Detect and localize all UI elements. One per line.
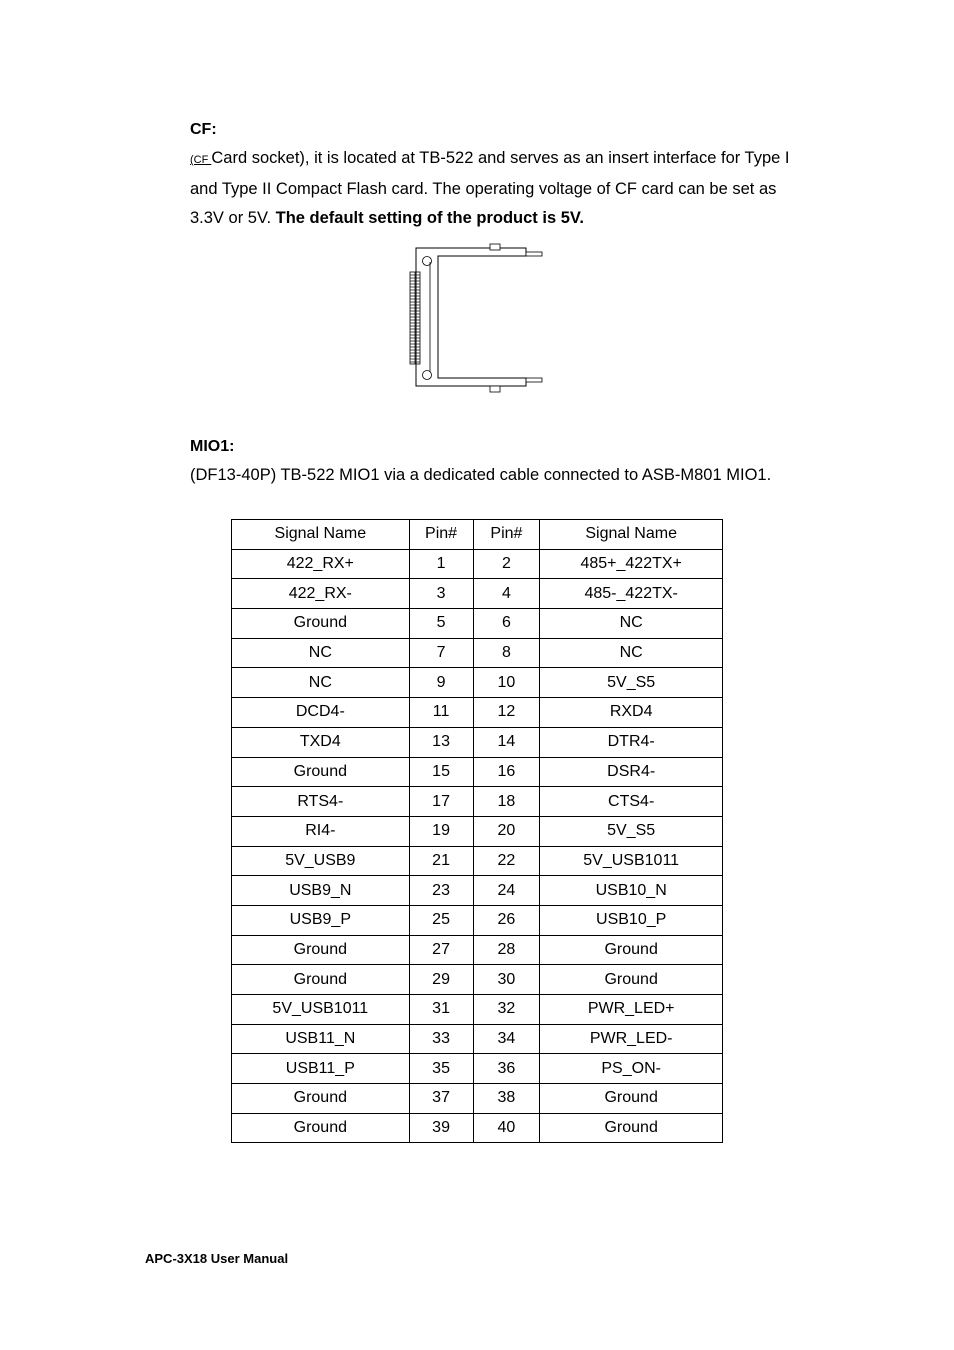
signal-name-cell: USB11_N [232, 1024, 410, 1054]
pin-number-cell: 2 [473, 549, 540, 579]
pin-number-cell: 14 [473, 727, 540, 757]
signal-name-cell: 422_RX- [232, 579, 410, 609]
pin-number-cell: 6 [473, 609, 540, 639]
signal-name-cell: 5V_USB1011 [540, 846, 723, 876]
pin-number-cell: 35 [409, 1054, 473, 1084]
pin-number-cell: 3 [409, 579, 473, 609]
pin-number-cell: 30 [473, 965, 540, 995]
pin-number-cell: 27 [409, 935, 473, 965]
signal-name-cell: Ground [232, 935, 410, 965]
signal-name-cell: DCD4- [232, 698, 410, 728]
footer-manual-title: APC-3X18 User Manual [145, 1251, 289, 1266]
table-row [232, 935, 723, 965]
pin-number-cell: 15 [409, 757, 473, 787]
mio1-description: (DF13-40P) TB-522 MIO1 via a dedicated cable connected to ASB-M801 MIO1. [190, 466, 772, 484]
signal-name-cell: USB9_N [232, 876, 410, 906]
signal-name-cell: Ground [232, 609, 410, 639]
mio1-pin-table [231, 519, 723, 1143]
signal-name-cell: Ground [232, 965, 410, 995]
table-row [232, 905, 723, 935]
pin-number-cell: 11 [409, 698, 473, 728]
table-row [232, 965, 723, 995]
pin-number-cell: 20 [473, 816, 540, 846]
pin-number-cell: 10 [473, 668, 540, 698]
table-row [232, 846, 723, 876]
header-pin-left: Pin# [409, 520, 473, 550]
signal-name-cell: NC [540, 638, 723, 668]
pin-number-cell: 1 [409, 549, 473, 579]
pin-number-cell: 8 [473, 638, 540, 668]
pin-number-cell: 37 [409, 1084, 473, 1114]
pin-number-cell: 23 [409, 876, 473, 906]
signal-name-cell: PWR_LED- [540, 1024, 723, 1054]
pin-number-cell: 25 [409, 905, 473, 935]
table-row [232, 995, 723, 1025]
signal-name-cell: TXD4 [232, 727, 410, 757]
signal-name-cell: USB9_P [232, 905, 410, 935]
pin-number-cell: 19 [409, 816, 473, 846]
header-signal-name-right: Signal Name [540, 520, 723, 550]
signal-name-cell: Ground [540, 935, 723, 965]
table-row [232, 638, 723, 668]
signal-name-cell: 5V_USB9 [232, 846, 410, 876]
signal-name-cell: USB11_P [232, 1054, 410, 1084]
pin-number-cell: 24 [473, 876, 540, 906]
pin-number-cell: 4 [473, 579, 540, 609]
pin-number-cell: 33 [409, 1024, 473, 1054]
signal-name-cell: Ground [540, 1084, 723, 1114]
signal-name-cell: RTS4- [232, 787, 410, 817]
pin-number-cell: 39 [409, 1113, 473, 1143]
signal-name-cell: DSR4- [540, 757, 723, 787]
signal-name-cell: NC [232, 668, 410, 698]
pin-number-cell: 31 [409, 995, 473, 1025]
pin-number-cell: 17 [409, 787, 473, 817]
table-row [232, 1084, 723, 1114]
signal-name-cell: 422_RX+ [232, 549, 410, 579]
signal-name-cell: 5V_S5 [540, 816, 723, 846]
table-header-row [232, 520, 723, 550]
signal-name-cell: CTS4- [540, 787, 723, 817]
signal-name-cell: Ground [232, 1084, 410, 1114]
table-row [232, 876, 723, 906]
table-row [232, 579, 723, 609]
cf-socket-diagram [406, 242, 546, 394]
cf-text: Card socket), it is located at TB-522 and serves as an insert interface for Type I and Type II Compact Flash card. The operating voltage of CF card can be set as 3.3V or 5V. [190, 149, 790, 227]
pin-number-cell: 32 [473, 995, 540, 1025]
table-row [232, 727, 723, 757]
pin-number-cell: 7 [409, 638, 473, 668]
mio1-heading: MIO1: [190, 438, 235, 455]
cf-default-setting: The default setting of the product is 5V. [275, 209, 584, 227]
pin-number-cell: 28 [473, 935, 540, 965]
pin-number-cell: 22 [473, 846, 540, 876]
signal-name-cell: 5V_S5 [540, 668, 723, 698]
signal-name-cell: 5V_USB1011 [232, 995, 410, 1025]
table-row [232, 549, 723, 579]
pin-number-cell: 13 [409, 727, 473, 757]
table-row [232, 668, 723, 698]
table-row [232, 1024, 723, 1054]
header-pin-right: Pin# [473, 520, 540, 550]
table-row [232, 1054, 723, 1084]
signal-name-cell: RI4- [232, 816, 410, 846]
pin-number-cell: 26 [473, 905, 540, 935]
signal-name-cell: DTR4- [540, 727, 723, 757]
signal-name-cell: PWR_LED+ [540, 995, 723, 1025]
pin-number-cell: 12 [473, 698, 540, 728]
pin-number-cell: 21 [409, 846, 473, 876]
signal-name-cell: NC [232, 638, 410, 668]
signal-name-cell: 485+_422TX+ [540, 549, 723, 579]
signal-name-cell: RXD4 [540, 698, 723, 728]
pin-number-cell: 40 [473, 1113, 540, 1143]
table-row [232, 757, 723, 787]
pin-number-cell: 29 [409, 965, 473, 995]
pin-number-cell: 34 [473, 1024, 540, 1054]
signal-name-cell: Ground [540, 1113, 723, 1143]
signal-name-cell: NC [540, 609, 723, 639]
table-row [232, 816, 723, 846]
signal-name-cell: USB10_P [540, 905, 723, 935]
table-row [232, 698, 723, 728]
pin-number-cell: 38 [473, 1084, 540, 1114]
signal-name-cell: Ground [540, 965, 723, 995]
cf-prefix: (CF [190, 154, 212, 166]
pin-number-cell: 9 [409, 668, 473, 698]
pin-number-cell: 36 [473, 1054, 540, 1084]
table-row [232, 787, 723, 817]
signal-name-cell: Ground [232, 1113, 410, 1143]
pin-number-cell: 5 [409, 609, 473, 639]
signal-name-cell: Ground [232, 757, 410, 787]
signal-name-cell: PS_ON- [540, 1054, 723, 1084]
cf-description [190, 144, 810, 233]
table-row [232, 609, 723, 639]
cf-heading: CF: [190, 121, 217, 138]
header-signal-name-left: Signal Name [232, 520, 410, 550]
pin-number-cell: 18 [473, 787, 540, 817]
table-row [232, 1113, 723, 1143]
pin-number-cell: 16 [473, 757, 540, 787]
signal-name-cell: USB10_N [540, 876, 723, 906]
signal-name-cell: 485-_422TX- [540, 579, 723, 609]
